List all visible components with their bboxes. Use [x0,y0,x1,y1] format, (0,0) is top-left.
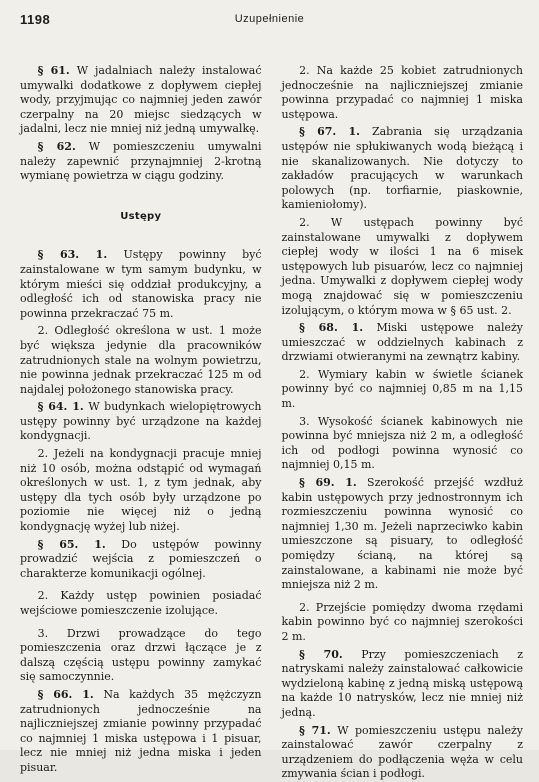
paragraph-69-1: § 69. 1. Szerokość przejść wzdłuż kabin ustępowych przy jednostronnym ich rozmieszczeniu powinna wynosić co najmniej 1,30 m. Jeżeli naprzeciwko kabin umieszczone są pisuary, to odległość pomiędzy ścianą, na której są zainstalowane, a kabinami nie może być mniejsza niż 2 m. [281,476,523,592]
paragraph-63-1: § 63. 1. Ustępy powinny być zainstalowane w tym samym budynku, w którym mieści się oddział produkcyjny, a odległość ich od stanowiska pracy nie powinna przekraczać 75 m. [20,248,262,320]
page-number: 1198 [20,12,51,27]
paragraph-66-2: 2. Na każde 25 kobiet zatrudnionych jednocześnie na najliczniejszej zmianie powinna przypadać co najmniej 1 miska ustępowa. [281,64,523,121]
page-header [0,6,539,28]
paragraph-71: § 71. W pomieszczeniu ustępu należy zainstalować zawór czerpalny z urządzeniem do podłączenia węża w celu zmywania ścian i podłogi. [281,723,523,781]
text-columns [20,64,523,781]
running-title: Uzupełnienie [234,13,305,25]
section-heading: Ustępy [120,210,162,222]
left-column [20,64,262,774]
paragraph-66-1: § 66. 1. Na każdych 35 mężczyzn zatrudnionych jednocześnie na najliczniejszej zmianie powinny przypadać co najmniej 1 miska ustępowa i 1 pisuar, lecz nie mniej niż jedna miska i jeden pisuar. [20,687,262,774]
paragraph-65-3: 3. Drzwi prowadzące do tego pomieszczenia oraz drzwi łączące je z dalszą częścią ustępu powinny zamykać się samoczynnie. [20,626,262,684]
paragraph-64-1: § 64. 1. W budynkach wielopiętrowych ustępy powinny być urządzone na każdej kondygnacji. [20,400,262,443]
paragraph-64-2: 2. Jeżeli na kondygnacji pracuje mniej niż 10 osób, można odstąpić od wymagań określonych w ust. 1, z tym jednak, aby ustępy dla tych osób były urządzone po poziomie nie więcej niż o jedną kondygnację wyżej lub niżej. [20,447,262,534]
paragraph-68-3: 3. Wysokość ścianek kabinowych nie powinna być mniejsza niż 2 m, a odległość ich od podłogi powinna wynosić co najmniej 0,15 m. [281,414,523,472]
paragraph-63-2: 2. Odległość określona w ust. 1 może być większa jedynie dla pracowników zatrudnionych stale na wolnym powietrzu, nie powinna jednak przekraczać 125 m od najdalej położonego stanowiska pracy. [20,324,262,396]
paragraph-61: § 61. W jadalniach należy instalować umywalki dodatkowe z dopływem ciepłej wody, przyjmując co najmniej jeden zawór czerpalny na 20 miejsc siedzących w jadalni, lecz nie mniej niż jedną umywalkę. [20,64,262,136]
paragraph-69-2: 2. Przejście pomiędzy dwoma rzędami kabin powinno być co najmniej szerokości 2 m. [281,600,523,643]
paragraph-67-2: 2. W ustępach powinny być zainstalowane umywalki z dopływem ciepłej wody w ilości 1 na 6 misek ustępowych lub pisuarów, lecz co najmniej jedna. Umywalki z dopływem ciepłej wody mogą znajdować się w pomieszczeniu izolującym, o którym mowa w § 65 ust. 2. [281,215,523,317]
paragraph-68-1: § 68. 1. Miski ustępowe należy umieszczać w oddzielnych kabinach z drzwiami otwieranymi na zewnątrz kabiny. [281,321,523,364]
paragraph-70: § 70. Przy pomieszczeniach z natryskami należy zainstalować całkowicie wydzieloną kabinę z jedną miską ustępową na każde 10 natrysków, lecz nie mniej niż jedną. [281,647,523,719]
paragraph-67-1: § 67. 1. Zabrania się urządzania ustępów nie spłukiwanych wodą bieżącą i nie skanalizowanych. Nie dotyczy to zakładów pracujących w warunkach polowych (np. torfiarnie, piaskownie, kamieniołomy). [281,125,523,212]
paragraph-65-1: § 65. 1. Do ustępów powinny prowadzić wejścia z pomieszczeń o charakterze komunikacji ogólnej. [20,537,262,580]
paragraph-65-2: 2. Każdy ustęp powinien posiadać wejściowe pomieszczenie izolujące. [20,589,262,617]
paragraph-62: § 62. W pomieszczeniu umywalni należy zapewnić przynajmniej 2-krotną wymianę powietrza w ciągu godziny. [20,139,262,183]
paragraph-68-2: 2. Wymiary kabin w świetle ścianek powinny być co najmniej 0,85 m na 1,15 m. [281,367,523,411]
right-column [281,64,524,781]
